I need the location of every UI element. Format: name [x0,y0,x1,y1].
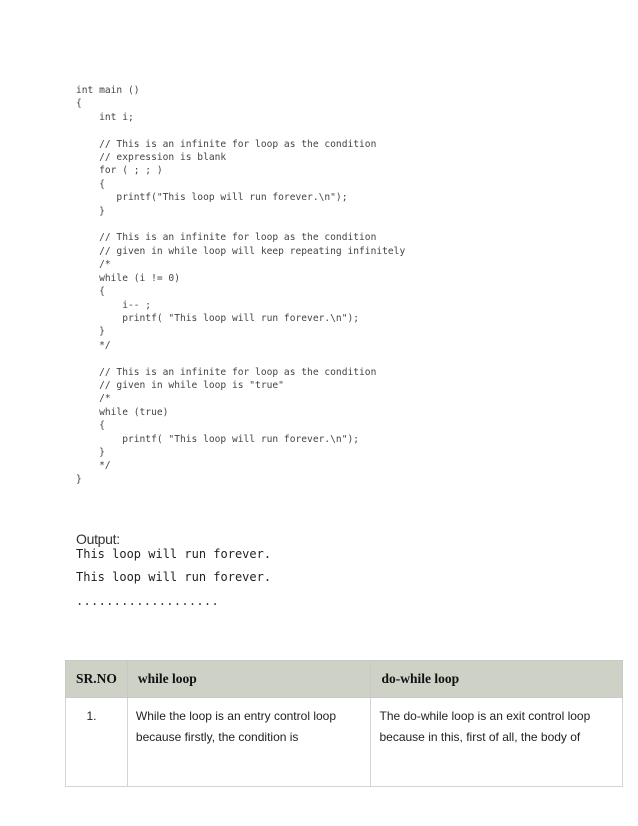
code-block: int main () { int i; // This is an infinite for loop as the condition // expression is blank for ( ; ; ) { printf("This loop will run forever.\n"); } // This is an infinite for loop as the condition // given in while loop will keep repeating infinitely /* while (i != 0) { i-- ; printf( "This loop will run forever.\n"); } */ // This is an infinite for loop as the condition // given in while loop is "true" /* while (true) { printf( "This loop will run forever.\n"); } */ } [76,85,406,485]
cell-do-while-loop: The do-while loop is an exit control loop because in this, first of all, the body of [371,698,623,787]
output-heading: Output: [76,531,120,547]
table-header-row [66,661,623,698]
output-ellipsis: ................... [76,594,219,608]
header-sr-no: SR.NO [66,661,128,698]
output-line-1: This loop will run forever. [76,547,272,561]
output-line-2: This loop will run forever. [76,570,272,584]
header-do-while-loop: do-while loop [371,661,623,698]
cell-while-loop: While the loop is an entry control loop because firstly, the condition is [127,698,371,787]
header-while-loop: while loop [127,661,371,698]
cell-sr-no: 1. [66,698,128,787]
table-row [66,698,623,787]
comparison-table [65,660,623,787]
